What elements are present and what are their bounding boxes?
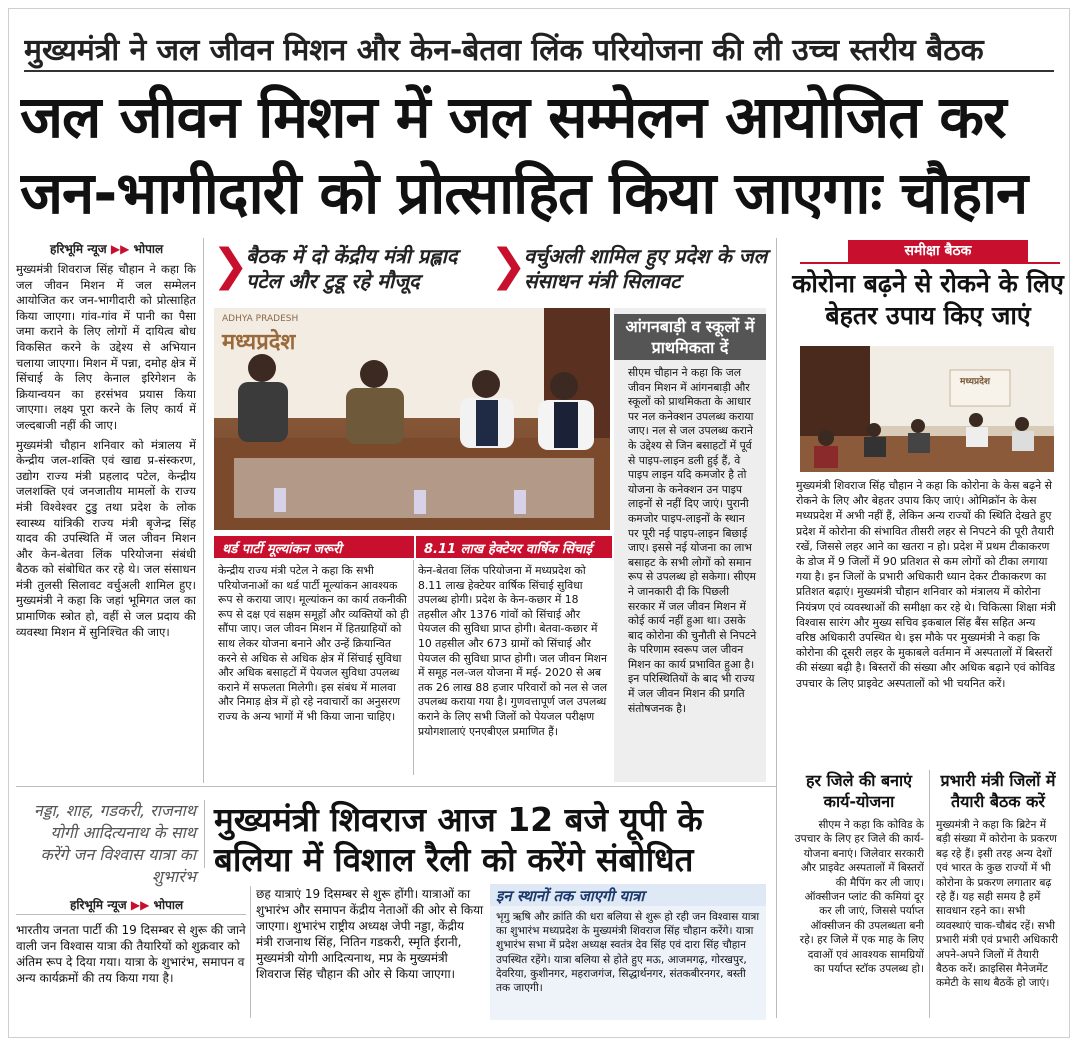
section-divider (16, 786, 776, 787)
right-story-headline: कोरोना बढ़ने से रोकने के लिए बेहतर उपाय किए जाएं (792, 269, 1064, 330)
covid-meeting-photo (800, 346, 1054, 472)
covid-meeting-illustration (800, 346, 1054, 472)
subhead-silawat-virtual: वर्चुअली शामिल हुए प्रदेश के जल संसाधन मंत्री सिलावट (524, 244, 768, 293)
byline-arrow-icon: ▶▶ (110, 242, 130, 256)
district-plan-heading: हर जिले की बनाएं कार्य-योजना (805, 771, 913, 811)
column-rule (929, 770, 930, 1018)
meeting-photo (214, 308, 610, 530)
byline (50, 240, 163, 257)
right-story-text: मुख्यमंत्री शिवराज सिंह चौहान ने कहा कि कोरोना के केस बढ़ने से रोकने के लिए और बेहतर उपाय किए जाएं। ओमिक्रॉन के केस मध्यप्रदेश में अभी नहीं हैं, लेकिन अन्य राज्यों की स्थिति देखते हुए प्रदेश में कोरोना की संभावित तीसरी लहर से निपटने की पूरी तैयारी रखें, जिससे लहर आने का खतरा न हो। प्रदेश में प्रथम टीकाकरण के डोज में 9 जिलों में 90 प्रतिशत से कम लोगों को टीका लगाया गया है। इन जिलों के प्रभारी अधिकारी ध्यान देकर टीकाकरण का प्रतिशत बढ़ाएं। मुख्यमंत्री चौहान शनिवार को मंत्रालय में कोरोना नियंत्रण एवं व्यवस्थाओं की समीक्षा कर रहे थे। चिकित्सा शिक्षा मंत्री विश्वास सारंग और मुख्य सचिव इकबाल सिंह बैंस सहित अन्य वरिष्ठ अधिकारी उपस्थित थे। इस मौके पर मुख्यमंत्री ने कहा कि कोरोना की दूसरी लहर के मुकाबले वर्तमान में अस्पतालों में बिस्तरों की संख्या बढ़ी है। बिस्तरों की संख्या और अधिक बढ़ाने एवं कोविड उपचार के लिए प्राइवेट अस्पतालों को भी चयनित करें। (796, 479, 1056, 690)
byline-place: भोपाल (153, 898, 184, 912)
column-rule (413, 560, 414, 775)
route-box-heading: इन स्थानों तक जाएगी यात्रा (490, 884, 766, 906)
rally-col-2-text: छह यात्राएं 19 दिसम्बर से शुरू होंगी। यात्राओं का शुभारंभ और समापन केंद्रीय नेताओं की ओर से किया जाएगा। शुभारंभ राष्ट्रीय अध्यक्ष जेपी नड्डा, केंद्रीय मंत्री राजनाथ सिंह, नितिन गडकरी, स्मृति ईरानी, मुख्यमंत्री योगी आदित्यनाथ, मप्र के मुख्यमंत्री शिवराज सिंह चौहान की ओर से किया जाएगा। (256, 887, 484, 981)
byline-rule (16, 914, 246, 915)
section-bar-third-party: थर्ड पार्टी मूल्यांकन जरूरी (214, 536, 414, 558)
chevron-right-icon: ❯ (490, 240, 527, 291)
byline-arrow-icon: ▶▶ (130, 898, 150, 912)
byline-source: हरिभूमि न्यूज (70, 898, 127, 912)
section-bar-irrigation: 8.11 लाख हेक्टेयर वार्षिक सिंचाई (416, 536, 612, 558)
irrigation-text: केन-बेतवा लिंक परियोजना में मध्यप्रदेश को 8.11 लाख हेक्टेयर वार्षिक सिंचाई सुविधा उपलब्ध होगी। प्रदेश के केन-कछार में 18 तहसील और 1376 गांवों को सिंचाई और पेयजल की सुविधा प्राप्त होगी। बेतवा-कछार में 10 तहसील और 673 ग्रामों को सिंचाई और पेयजल की सुविधा प्राप्त होगी। जल जीवन मिशन में समूह नल-जल योजना में मई- 2020 से अब तक 26 लाख 88 हजार परिवारों को नल से जल उपलब्ध कराया गया है। गुणवत्तापूर्ण जल उपलब्ध कराने के लिए सभी जिलों को पेयजल परीक्षण प्रयोगशालाएं एनएबीएल प्रमाणित हैं। (418, 564, 608, 738)
main-story-body (16, 262, 196, 782)
subhead-ministers-present: बैठक में दो केंद्रीय मंत्री प्रह्लाद पटेल और टुडू रहे मौजूद (246, 244, 458, 293)
sidebar-box (614, 308, 766, 782)
column-rule (250, 886, 251, 1018)
main-story-paragraph: मुख्यमंत्री चौहान शनिवार को मंत्रालय में केन्द्रीय जल-शक्ति एवं खाद्य प्र-संस्करण, उद्योग राज्य मंत्री प्रहलाद पटेल, केन्द्रीय जलशक्ति एवं जनजातीय मामलों के राज्य मंत्री विश्वेश्वर टुडु तथा प्रदेश के लोक स्वास्थ्य यांत्रिकी राज्य मंत्री बृजेन्द्र सिंह यादव की उपस्थिति में जल जीवन मिशन और केन-बेतवा लिंक परियोजना संबंधी बैठक को संबोधित कर रहे थे। जल संसाधन मंत्री तुलसी सिलावट वर्चुअली शामिल हुए। मुख्यमंत्री ने कहा कि जहां भूमिगत जल का प्रामाणिक स्त्रोत हो, वहीं से जल प्रदाय की व्यवस्था मिशन में सुनिश्चित की जाए। (16, 437, 196, 639)
chevron-right-icon: ❯ (212, 240, 249, 291)
kicker-rule (24, 70, 1054, 72)
photo-sign: मध्यप्रदेश (222, 330, 296, 355)
column-rule (776, 238, 777, 1018)
route-box-text: भृगु ऋषि और क्रांति की धरा बलिया से शुरू हो रही जन विश्वास यात्रा का शुभारंभ मध्यप्रदेश के मुख्यमंत्री शिवराज सिंह चौहान करेंगे। यात्रा शुभारंभ सभा में प्रदेश अध्यक्ष स्वतंत्र देव सिंह एवं दारा सिंह चौहान उपस्थित रहेंगे। यात्रा बलिया से होते हुए मऊ, आजमगढ़, गोरखपुर, देवरिया, कुशीनगर, महराजगंज, सिद्धार्थनगर, संतकबीरनगर, बस्ती तक जाएगी। (496, 911, 760, 995)
district-plan-text: सीएम ने कहा कि कोविड के उपचार के लिए हर जिले की कार्य-योजना बनाएं। जिलेवार सरकारी और प्राइवेट अस्पतालों में बिस्तरों की मैपिंग कर ली जाए। ऑक्सीजन प्लांट की कमियां दूर कर ली जाएं, जिससे पर्याप्त ऑक्सीजन की उपलब्धता बनी रहे। हर जिले में एक माह के लिए दवाओं एवं आवश्यक सामग्रियों का पर्याप्त स्टॉक उपलब्ध हो। (794, 819, 924, 976)
main-story-paragraph: मुख्यमंत्री शिवराज सिंह चौहान ने कहा कि जल जीवन मिशन में जल सम्मेलन आयोजित कर जन-भागीदारी को प्रोत्साहित किया जाएगा। गांव-गांव में पानी का पैसा जमा कराने के लिए लोगों में दायित्व बोध विकसित करने के उद्देश्य से अभियान चलाया जाएगा। मिशन में पन्ना, दमोह क्षेत्र में सिंचाई के लिए केनाल इरिगेशन के क्रियान्वयन का हरसंभव प्रयास किया जाएगा। लक्ष्य पूरा करने के लिए कार्य में जल्दबाजी नहीं की जाए। (16, 262, 196, 432)
photo-sign-small: ADHYA PRADESH (222, 314, 299, 324)
minister-meeting-text: मुख्यमंत्री ने कहा कि ब्रिटेन में बड़ी संख्या में कोरोना के प्रकरण बढ़ रहे हैं। इसी तरह अन्य देशों एवं भारत के कुछ राज्यों में भी कोरोना के प्रकरण लगातार बढ़ रहे हैं। यह सही समय है हमें सावधान रहने का। सभी व्यवस्थाएं चाक-चौबंद रहें। सभी प्रभारी मंत्री एवं प्रभारी अधिकारी अपने-अपने जिलों में तैयारी बैठक करें। क्राइसिस मैनेजमेंट कमेटी के साथ बैठकें हो जाएं। (936, 819, 1059, 990)
covid-photo-sign: मध्यप्रदेश (960, 377, 991, 387)
rally-col-1-text: भारतीय जनता पार्टी की 19 दिसम्बर से शुरू की जाने वाली जन विश्वास यात्रा की तैयारियों को शुक्रवार को अंतिम रूप दे दिया गया। यात्रा के शुभारंभ, समापन व अन्य कार्यक्रमों की तय किया गया है। (16, 923, 246, 985)
rally-quote: नड्डा, शाह, गडकरी, राजनाथ योगी आदित्यनाथ के साथ करेंगे जन विश्वास यात्रा का शुभारंभ (33, 801, 196, 886)
rally-headline-line-2: बलिया में विशाल रैली को करेंगे संबोधित (214, 840, 694, 879)
minister-meeting-heading: प्रभारी मंत्री जिलों में तैयारी बैठक करें (940, 771, 1056, 811)
column-rule (204, 800, 205, 868)
section-tag-rule (800, 262, 1060, 264)
rally-headline-line-1: मुख्यमंत्री शिवराज आज 12 बजे यूपी के (214, 800, 703, 839)
byline-source: हरिभूमि न्यूज (50, 242, 107, 256)
main-headline-line-1: जल जीवन मिशन में जल सम्मेलन आयोजित कर (20, 84, 1006, 150)
main-headline-line-2: जन-भागीदारी को प्रोत्साहित किया जाएगाः चौहान (20, 160, 1028, 226)
kicker-headline: मुख्यमंत्री ने जल जीवन मिशन और केन-बेतवा लिंक परियोजना की ली उच्च स्तरीय बैठक (24, 33, 984, 68)
third-party-text: केन्द्रीय राज्य मंत्री पटेल ने कहा कि सभी परियोजनाओं का थर्ड पार्टी मूल्यांकन आवश्यक रूप से कराया जाए। मूल्यांकन का कार्य तकनीकी रूप से दक्ष एवं सक्षम समूहों और व्यक्तियों को ही सौंपा जाए। जल जीवन मिशन में हितग्राहियों को साथ लेकर योजना बनाने और उन्हें क्रियान्वित करने से अधिक से अधिक क्षेत्र में सिंचाई सुविधा और अधिक बसाहटों में पेयजल सुविधा उपलब्ध कराने में सफलता मिलेगी। इस संबंध में मालवा और निमाड़ क्षेत्र में हो रहे नवाचारों का अनुसरण राज्य के अन्य भागों में भी किया जाना चाहिए। (218, 564, 409, 723)
route-box (490, 884, 766, 1020)
rally-byline (70, 896, 183, 913)
column-rule (203, 238, 204, 783)
byline-place: भोपाल (133, 242, 164, 256)
sidebar-heading: आंगनबाड़ी व स्कूलों में प्राथमिकता दें (614, 314, 766, 360)
sidebar-text: सीएम चौहान ने कहा कि जल जीवन मिशन में आंगनबाड़ी और स्कूलों को प्राथमिकता के आधार पर नल कनेक्शन उपलब्ध कराया जाए। नल से जल उपलब्ध कराने के उद्देश्य से जिन बसाहटों में पूर्व से पाइप-लाइन डली हुई हैं, वे पाइप लाइन यदि कमजोर है तो योजना के कनेक्शन उन पाइप लाइनों से नहीं दिए जाएं। पुरानी कमजोर पाइप-लाइनों के स्थान पर पूरी नई पाइप-लाइन बिछाई जाए। इससे नई योजना का लाभ बसाहट के सभी लोगों को समान रूप से उपलब्ध हो सकेगा। सीएम ने जानकारी दी कि पिछली सरकार में जल जीवन मिशन में कोई कार्य नहीं हुआ था। उसके बाद कोरोना की चुनौती से निपटने के परिणाम स्वरूप जल जीवन मिशन का कार्य प्रभावित हुआ है। इन परिस्थितियों के बाद भी राज्य में जल जीवन मिशन की प्रगति संतोषजनक है। (628, 366, 757, 715)
section-tag: समीक्षा बैठक (848, 240, 1028, 262)
